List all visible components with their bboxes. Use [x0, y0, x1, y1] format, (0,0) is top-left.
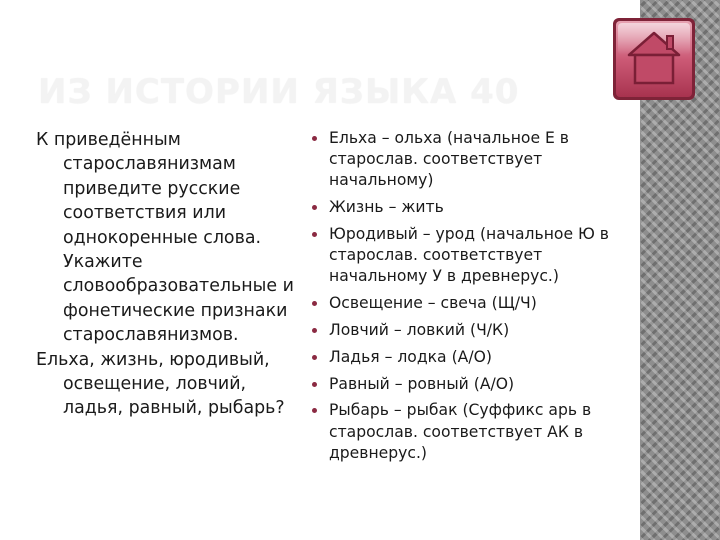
answer-text: Ладья – лодка (А/О)	[329, 347, 492, 366]
answer-item	[310, 400, 632, 464]
answers-column	[310, 128, 632, 470]
answer-list	[310, 128, 632, 464]
answer-text: Освещение – свеча (Щ/Ч)	[329, 294, 537, 313]
slide-title: ИЗ ИСТОРИИ ЯЗЫКА 40	[38, 72, 520, 112]
bullet-icon	[312, 136, 317, 141]
answer-item	[310, 197, 632, 218]
answer-text: Ельха – ольха (начальное Е в старослав. соответствует начальному)	[329, 129, 569, 190]
answer-text: Рыбарь – рыбак (Суффикс арь в старослав. соответствует АК в древнерус.)	[329, 401, 592, 462]
answer-item	[310, 374, 632, 395]
bullet-icon	[312, 382, 317, 387]
answer-text: Жизнь – жить	[329, 198, 444, 217]
answer-text: Равный – ровный (А/О)	[329, 374, 515, 393]
bullet-icon	[312, 328, 317, 333]
bullet-icon	[312, 408, 317, 413]
answer-item	[310, 293, 632, 314]
answer-text: Ловчий – ловкий (Ч/К)	[329, 321, 510, 339]
answer-text: Юродивый – урод (начальное Ю в старослав. соответствует начальному У в древнерус.)	[329, 225, 609, 286]
answer-item	[310, 128, 632, 192]
home-icon	[611, 16, 697, 102]
word-list: Ельха, жизнь, юродивый, освещение, ловчий, ладья, равный, рыбарь?	[36, 349, 285, 419]
task-text: К приведённым старославянизмам приведите русские соответствия или однокоренные слова. Укажите словообразовательные и фонетические признаки старославянизмов.	[36, 130, 294, 346]
answer-item	[310, 320, 632, 341]
bullet-icon	[312, 232, 317, 237]
task-column	[36, 128, 311, 421]
bullet-icon	[312, 205, 317, 210]
bullet-icon	[312, 355, 317, 360]
answer-item	[310, 224, 632, 288]
answer-item	[310, 347, 632, 368]
bullet-icon	[312, 301, 317, 306]
home-button[interactable]	[611, 16, 697, 102]
